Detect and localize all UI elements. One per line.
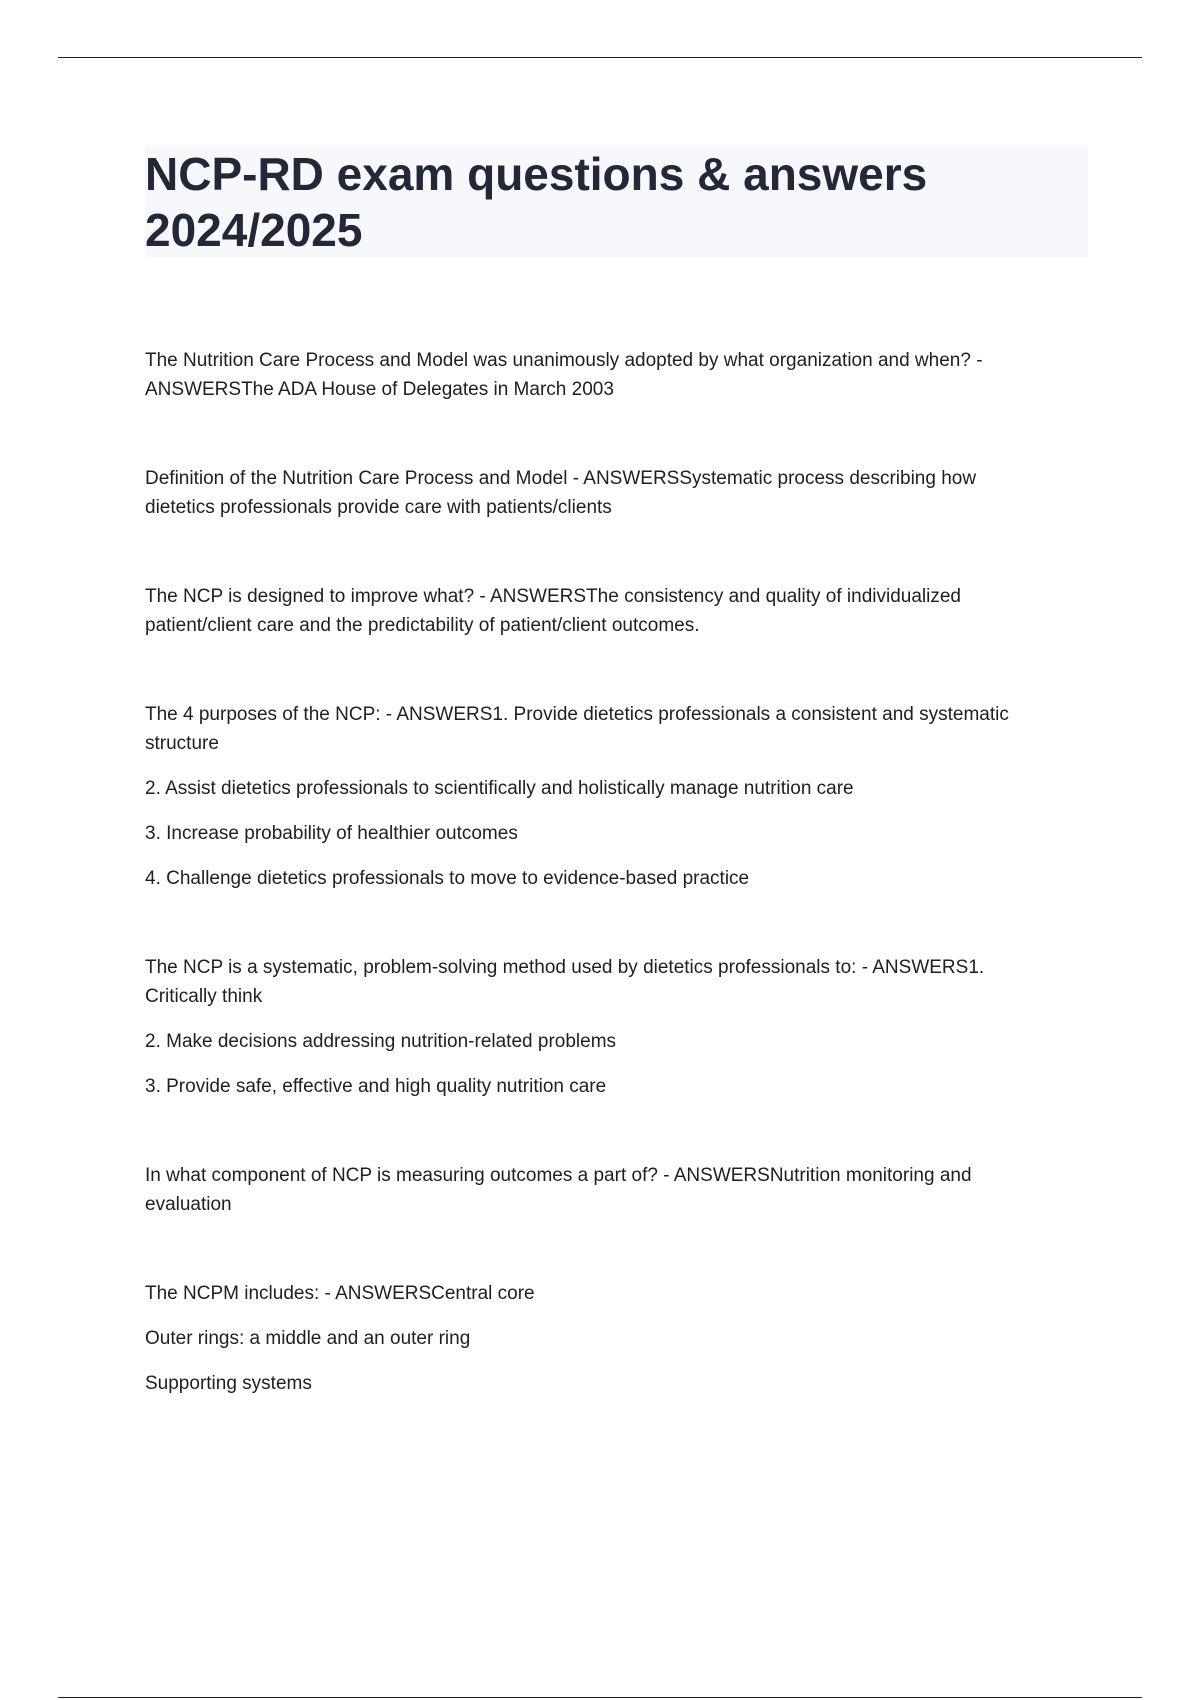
qa-paragraph: Definition of the Nutrition Care Process and Model - ANSWERSSystematic process describing how dietetics professionals provide care with patients/clients bbox=[145, 468, 977, 518]
qa-paragraph: 3. Increase probability of healthier outcomes bbox=[145, 823, 518, 844]
page-title: NCP-RD exam questions & answers 2024/2025 bbox=[145, 148, 928, 256]
qa-paragraph: 2. Make decisions addressing nutrition-related problems bbox=[145, 1031, 617, 1052]
qa-paragraph: 2. Assist dietetics professionals to scientifically and holistically manage nutrition care bbox=[145, 778, 854, 799]
qa-item bbox=[145, 582, 1050, 640]
top-divider bbox=[58, 57, 1142, 58]
qa-item bbox=[145, 700, 1050, 893]
qa-paragraph: The NCP is a systematic, problem-solving method used by dietetics professionals to: - ANSWERS1. Critically think bbox=[145, 957, 985, 1007]
qa-paragraph: 4. Challenge dietetics professionals to move to evidence-based practice bbox=[145, 868, 750, 889]
qa-paragraph: The NCPM includes: - ANSWERSCentral core bbox=[145, 1283, 535, 1304]
qa-item bbox=[145, 346, 1050, 404]
qa-paragraph: The 4 purposes of the NCP: - ANSWERS1. Provide dietetics professionals a consistent and systematic structure bbox=[145, 704, 1009, 754]
qa-paragraph: 3. Provide safe, effective and high quality nutrition care bbox=[145, 1076, 607, 1097]
qa-item bbox=[145, 464, 1050, 522]
qa-paragraph: Outer rings: a middle and an outer ring bbox=[145, 1328, 471, 1349]
qa-paragraph: In what component of NCP is measuring outcomes a part of? - ANSWERSNutrition monitoring and evaluation bbox=[145, 1165, 972, 1215]
bottom-divider bbox=[58, 1697, 1142, 1698]
qa-item bbox=[145, 1279, 1050, 1398]
qa-paragraph: The Nutrition Care Process and Model was unanimously adopted by what organization and when? - ANSWERSThe ADA House of Delegates in March 2003 bbox=[145, 350, 983, 400]
qa-paragraph: Supporting systems bbox=[145, 1373, 312, 1394]
title-banner bbox=[145, 146, 1088, 257]
qa-paragraph: The NCP is designed to improve what? - ANSWERSThe consistency and quality of individualized patient/client care and the predictability of patient/client outcomes. bbox=[145, 586, 961, 636]
qa-list bbox=[145, 346, 1050, 1458]
qa-item bbox=[145, 1161, 1050, 1219]
qa-item bbox=[145, 953, 1050, 1101]
